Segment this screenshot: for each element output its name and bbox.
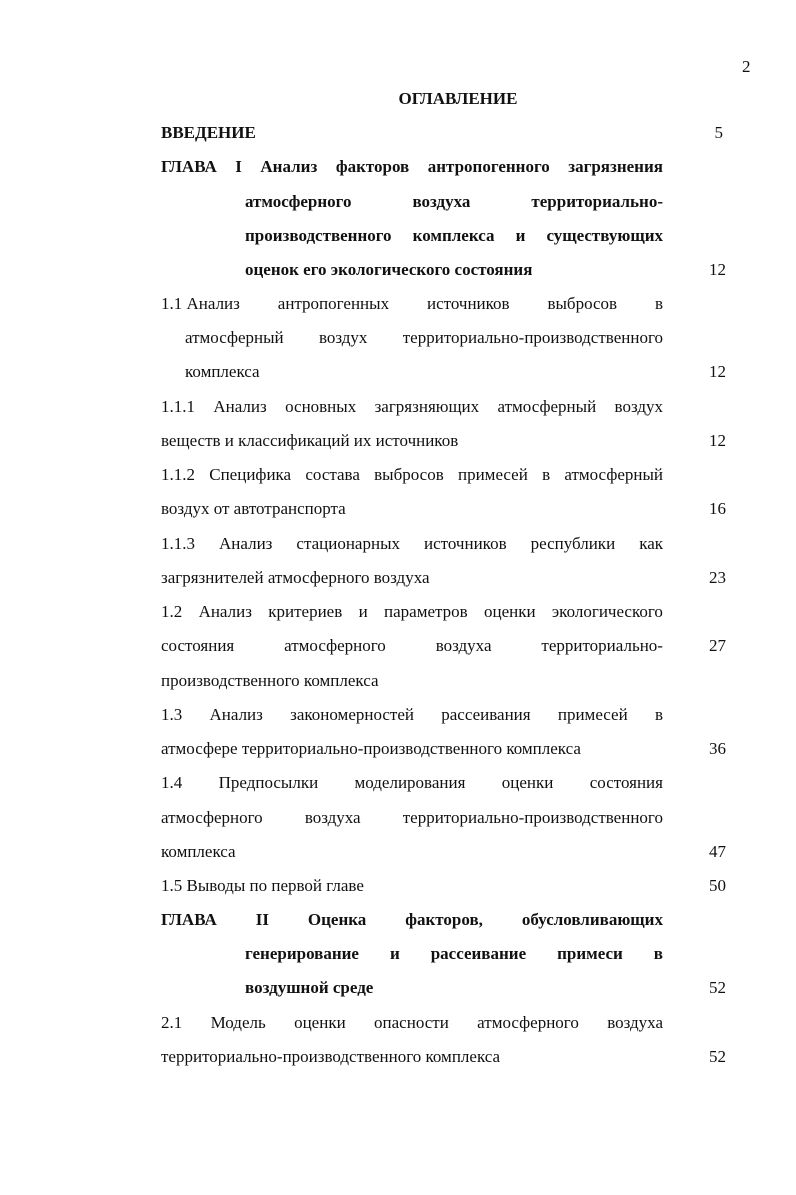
word: территориально- [541, 636, 663, 655]
toc-ch2-page: 52 [709, 978, 726, 997]
toc-ch1-page: 12 [709, 260, 726, 279]
toc-ch2-line3: воздушной среде [245, 978, 374, 997]
word: опасности [374, 1013, 449, 1032]
toc-1-5-label: 1.5 Выводы по первой главе [161, 876, 364, 895]
word: 1.1.1 [161, 397, 195, 416]
word: 2.1 [161, 1013, 183, 1032]
toc-1-4-page: 47 [709, 842, 726, 861]
toc-1-1-page: 12 [709, 362, 726, 381]
toc-1-3-line1 [161, 704, 663, 726]
word: ГЛАВА [161, 910, 217, 929]
word: оценки [483, 602, 536, 621]
toc-1-3-page: 36 [709, 739, 726, 758]
word: атмосферный [564, 465, 663, 484]
word: состава [305, 465, 360, 484]
word: генерирование [245, 944, 359, 963]
word: антропогенного [427, 157, 550, 176]
toc-1-1-2-line2: воздух от автотранспорта [161, 499, 346, 518]
word: воздух [318, 328, 368, 347]
toc-ch1-line3 [245, 225, 663, 247]
word: закономерностей [290, 705, 414, 724]
word: Анализ [219, 534, 273, 553]
word: территориально-производственного [402, 328, 663, 347]
word: производственного [245, 226, 392, 245]
word: и [358, 602, 368, 621]
toc-1-4-line1 [161, 772, 663, 794]
word: источников [426, 294, 510, 313]
word: оценки [294, 1013, 346, 1032]
word: 1.3 [161, 705, 183, 724]
toc-1-1-line3: комплекса [185, 362, 260, 381]
word: выбросов [547, 294, 618, 313]
word: в [542, 465, 551, 484]
word: и [515, 226, 526, 245]
word: в [654, 705, 663, 724]
word: обусловливающих [521, 910, 663, 929]
word: рассеивания [441, 705, 531, 724]
word: в [654, 294, 663, 313]
word: воздуха [304, 808, 361, 827]
word: атмосферного [245, 192, 352, 211]
word: рассеивание [430, 944, 527, 963]
word: ГЛАВА [161, 157, 217, 176]
toc-1-2-line2 [161, 635, 663, 657]
word: загрязнения [568, 157, 663, 176]
word: примесей [557, 705, 628, 724]
word: 1.1 Анализ [161, 294, 240, 313]
toc-1-5-page: 50 [709, 876, 726, 895]
word: республики [530, 534, 616, 553]
word: атмосферного [161, 808, 263, 827]
toc-1-1-1-line2: веществ и классификаций их источников [161, 431, 459, 450]
toc-2-1-page: 52 [709, 1047, 726, 1066]
toc-1-1-3-line2: загрязнителей атмосферного воздуха [161, 568, 430, 587]
word: основных [285, 397, 357, 416]
toc-ch1-line2 [245, 191, 663, 213]
toc-1-1-1-line1 [161, 396, 663, 418]
word: существующих [546, 226, 663, 245]
toc-intro-page: 5 [714, 123, 723, 142]
word: параметров [384, 602, 468, 621]
toc-2-1-line2: территориально-производственного комплекса [161, 1047, 501, 1066]
word: загрязняющих [374, 397, 480, 416]
word: стационарных [296, 534, 400, 553]
word: I [235, 157, 242, 176]
toc-ch2-line1 [161, 909, 663, 931]
toc-ch1-line1 [161, 156, 663, 178]
word: Модель [210, 1013, 266, 1032]
word: Анализ [209, 705, 263, 724]
word: территориально-производственного [402, 808, 663, 827]
word: воздуха [435, 636, 492, 655]
toc-1-2-line1 [161, 601, 663, 623]
word: территориально- [531, 192, 663, 211]
toc-intro-label: ВВЕДЕНИЕ [161, 123, 256, 142]
word: атмосферного [477, 1013, 579, 1032]
word: критериев [268, 602, 343, 621]
word: состояния [161, 636, 235, 655]
word: Оценка [307, 910, 367, 929]
word: воздуха [412, 192, 471, 211]
word: выбросов [374, 465, 444, 484]
toc-1-1-2-page: 16 [709, 499, 726, 518]
word: атмосферного [284, 636, 386, 655]
word: как [639, 534, 663, 553]
page-number: 2 [742, 57, 751, 76]
toc-title: ОГЛАВЛЕНИЕ [398, 89, 518, 108]
word: экологического [551, 602, 663, 621]
toc-ch1-line4: оценок его экологического состояния [245, 260, 533, 279]
toc-1-1-line2 [185, 327, 663, 349]
word: Анализ [213, 397, 267, 416]
toc-1-1-1-page: 12 [709, 431, 726, 450]
word: 1.2 [161, 602, 183, 621]
word: 1.1.3 [161, 534, 195, 553]
toc-2-1-line1 [161, 1012, 663, 1034]
toc-1-4-line2 [161, 807, 663, 829]
word: источников [424, 534, 507, 553]
word: воздуха [607, 1013, 663, 1032]
word: 1.4 [161, 773, 183, 792]
toc-1-3-line2: атмосфере территориально-производственного комплекса [161, 739, 581, 758]
toc-1-2-line3: производственного комплекса [161, 671, 379, 690]
toc-1-1-2-line1 [161, 464, 663, 486]
word: антропогенных [277, 294, 390, 313]
toc-1-2-page: 27 [709, 636, 726, 655]
word: воздух [614, 397, 663, 416]
word: Предпосылки [218, 773, 319, 792]
word: атмосферный [497, 397, 597, 416]
word: Анализ [260, 157, 318, 176]
toc-1-4-line3: комплекса [161, 842, 236, 861]
word: и [389, 944, 400, 963]
word: атмосферный [185, 328, 284, 347]
toc-1-1-3-page: 23 [709, 568, 726, 587]
word: моделирования [354, 773, 466, 792]
word: Анализ [198, 602, 252, 621]
word: примесей [457, 465, 528, 484]
word: состояния [589, 773, 663, 792]
word: Специфика [209, 465, 292, 484]
word: примеси [557, 944, 623, 963]
word: факторов, [405, 910, 483, 929]
toc-1-1-3-line1 [161, 533, 663, 555]
word: факторов [335, 157, 410, 176]
toc-ch2-line2 [245, 943, 663, 965]
word: в [653, 944, 663, 963]
word: II [255, 910, 269, 929]
word: оценки [501, 773, 554, 792]
toc-1-1-line1 [161, 293, 663, 315]
word: комплекса [412, 226, 495, 245]
word: 1.1.2 [161, 465, 195, 484]
